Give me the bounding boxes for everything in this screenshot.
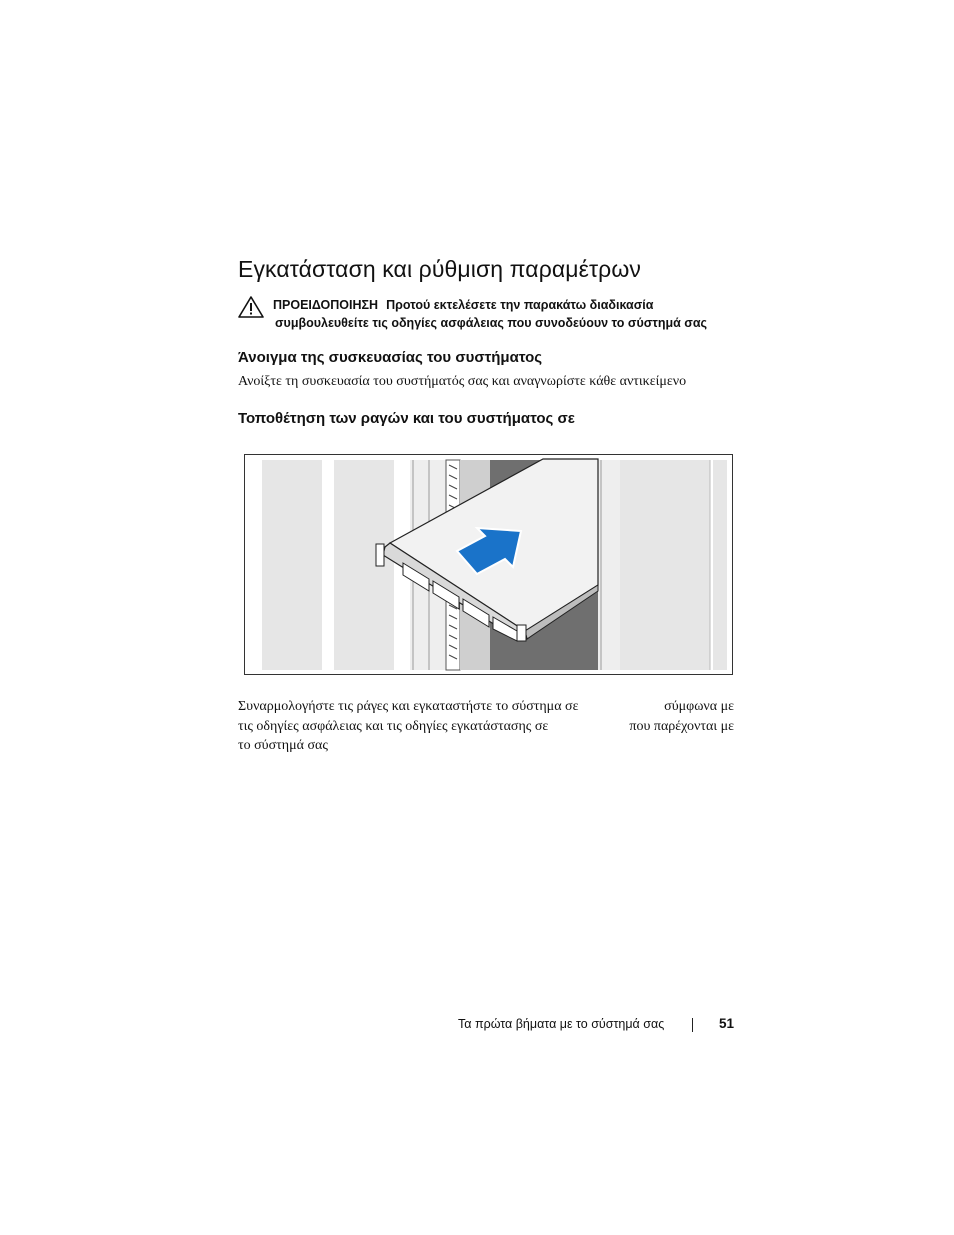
rails-line-1-left: Συναρμολογήστε τις ράγες και εγκαταστήστε το σύστημα σε <box>238 699 579 714</box>
warning-line-1 <box>273 298 653 312</box>
rack-panel-right <box>620 460 710 670</box>
unpack-text: Ανοίξτε τη συσκευασία του συστήματός σας και αναγνωρίστε κάθε αντικείμενο <box>238 374 687 389</box>
warning-text-2: συμβουλευθείτε τις οδηγίες ασφάλειας που συνοδεύουν το σύστημά σας <box>275 316 708 330</box>
page-number: 51 <box>719 1016 735 1031</box>
rails-line-3-text: το σύστημά σας <box>238 738 328 753</box>
footer-title: Τα πρώτα βήματα με το σύστημά σας <box>458 1017 665 1031</box>
server-left-ear <box>376 544 384 566</box>
unpack-heading: Άνοιγμα της συσκευασίας του συστήματος <box>238 349 543 366</box>
rails-heading: Τοποθέτηση των ραγών και του συστήματος σε <box>238 410 575 427</box>
rails-line-2 <box>238 717 734 737</box>
rails-line-1-right: σύμφωνα με <box>664 699 734 714</box>
warning-triangle-icon <box>238 296 264 318</box>
warning-text-1: Προτού εκτελέσετε την παρακάτω διαδικασία <box>386 298 654 312</box>
page-heading: Εγκατάσταση και ρύθμιση παραμέτρων <box>238 256 642 282</box>
warning-label: ΠΡΟΕΙΔΟΠΟΙΗΣΗ <box>273 298 379 312</box>
rack-panel-left-2 <box>334 460 394 670</box>
rails-line-2-right: που παρέχονται με <box>629 718 734 734</box>
rails-line-3 <box>238 736 734 756</box>
footer-separator <box>692 1018 693 1032</box>
rails-line-1 <box>238 697 734 717</box>
rails-line-2-left: τις οδηγίες ασφάλειας και τις οδηγίες εγκατάστασης σε <box>238 718 549 734</box>
server-right-ear <box>517 625 526 641</box>
rack-panel-left-1 <box>262 460 322 670</box>
server-rack-installation-illustration <box>244 454 733 675</box>
rails-instructions <box>238 697 734 756</box>
